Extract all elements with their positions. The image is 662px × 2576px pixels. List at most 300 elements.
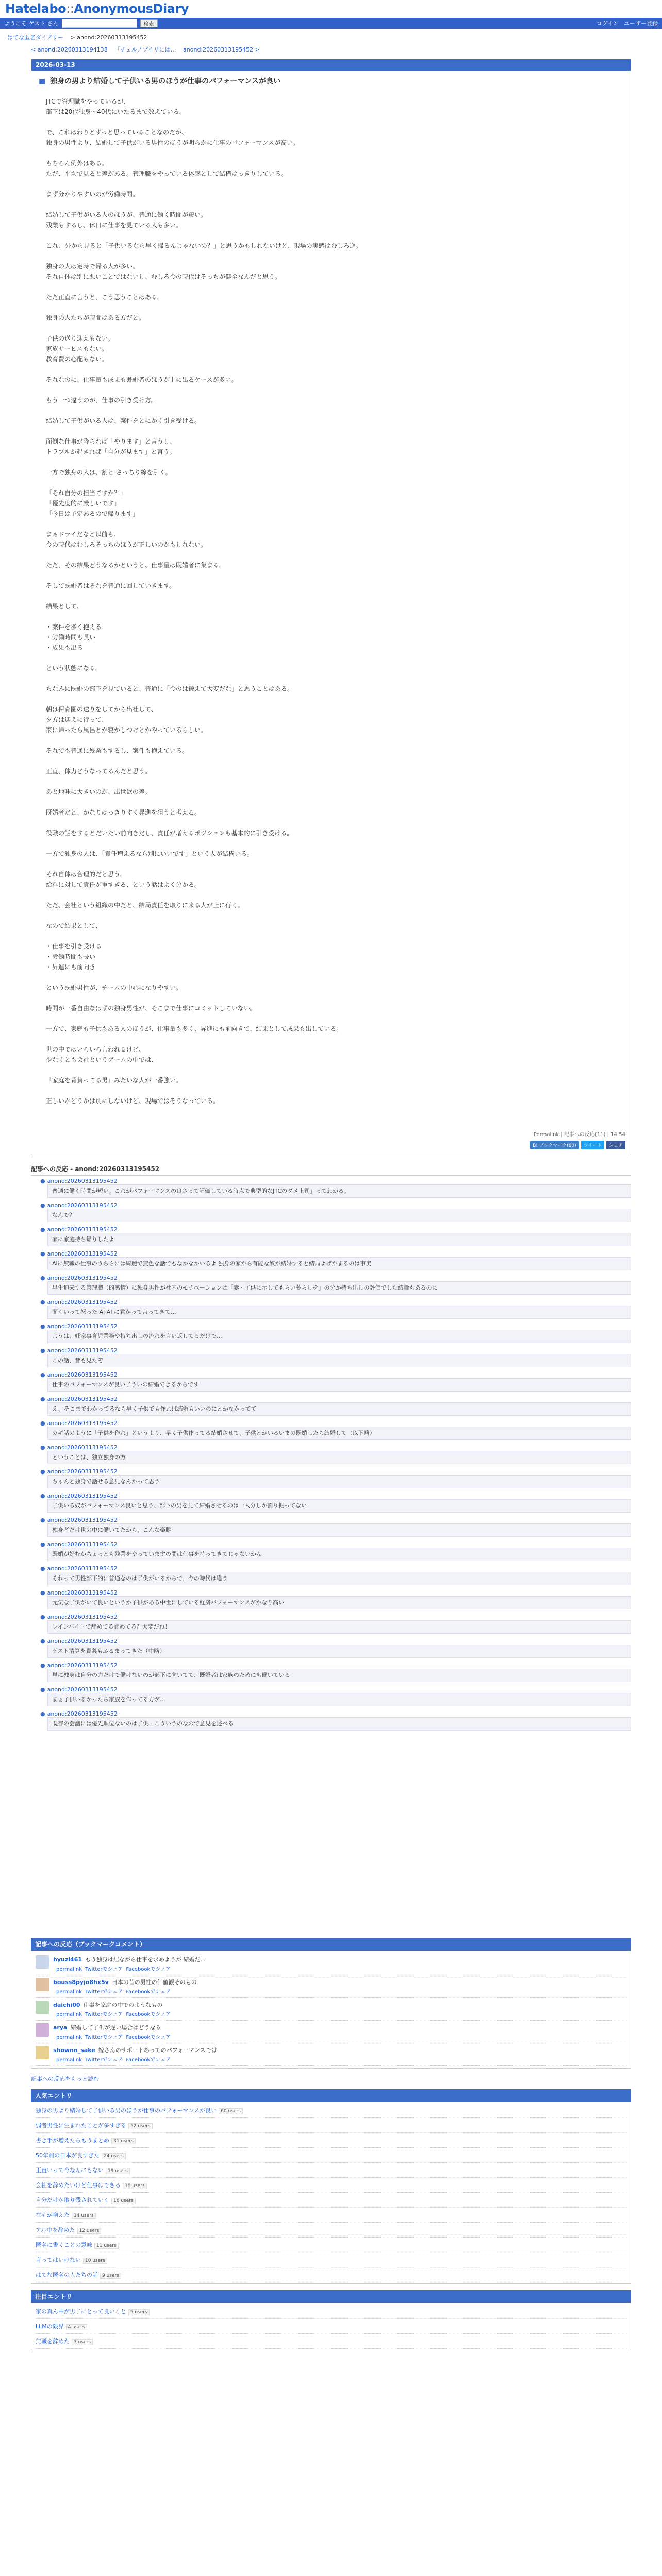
reaction-text: まぁ子供いるかったら家族を作ってる方が... bbox=[47, 1693, 631, 1706]
entry-line: 面倒な仕事が降られば「やります」と言うし、 bbox=[46, 438, 176, 445]
users-badge: 14 users bbox=[72, 2213, 96, 2219]
entry-list-link[interactable]: 独身の男より結婚して子供いる男のほうが仕事のパフォーマンスが良い bbox=[36, 2107, 217, 2114]
reaction-item bbox=[40, 1202, 631, 1222]
bullet-icon: ● bbox=[40, 1299, 45, 1306]
attention-heading: 注目エントリ bbox=[31, 2290, 631, 2303]
popular-list bbox=[31, 2102, 631, 2284]
bullet-icon: ● bbox=[40, 1517, 45, 1523]
entry-paragraph bbox=[46, 96, 616, 117]
reaction-text: ゲスト清算を貴義もふるまってきた（中略） bbox=[47, 1645, 631, 1658]
entry-paragraph bbox=[46, 766, 616, 776]
reaction-text: レイシバイトで辞めてる辞めてる？大変だね！ bbox=[47, 1620, 631, 1634]
prev-entry-link[interactable]: < anond:20260313194138 bbox=[31, 46, 108, 53]
reaction-text: それって男性部下的に普通なのは子供がいるからで、今の時代は違う bbox=[47, 1572, 631, 1585]
bullet-icon: ● bbox=[40, 1589, 45, 1596]
bookmark-user[interactable]: daichi00 bbox=[53, 2002, 80, 2008]
bullet-icon: ● bbox=[40, 1396, 45, 1402]
bullet-icon: ● bbox=[40, 1275, 45, 1281]
entry-paragraph bbox=[46, 941, 616, 972]
entry-paragraph bbox=[46, 395, 616, 405]
entry-list-link[interactable]: 無職を辞めた bbox=[36, 2338, 70, 2345]
entry-list-link[interactable]: LLMの限界 bbox=[36, 2323, 64, 2330]
entry-list-link[interactable]: 書き手が増えたらもうまとめ bbox=[36, 2137, 109, 2144]
reaction-text: この話、昔も見たぞ bbox=[47, 1354, 631, 1367]
facebook-share-link[interactable]: Facebookでシェア bbox=[126, 1967, 171, 1972]
reaction-text: 仕事のパフォーマンスが良い子ういの結婚できるからです bbox=[47, 1378, 631, 1392]
entry-line: ただ、その結果どうなるかというと、仕事量は既婚者に集まる。 bbox=[46, 562, 226, 569]
entry-list-item bbox=[36, 2163, 626, 2178]
entry-line: ちなみに既婚の部下を見ていると、普通に「今のは鍛えて大変だな」と思うことはある。 bbox=[46, 685, 294, 692]
reaction-item bbox=[40, 1710, 631, 1731]
bookmark-user[interactable]: arya bbox=[53, 2024, 68, 2031]
entry-line: で、これはわりとずっと思っていることなのだが、 bbox=[46, 129, 188, 136]
entry-line: 朝は保育園の送りをしてから出社して、 bbox=[46, 706, 157, 713]
entry-line: 夕方は迎えに行って、 bbox=[46, 716, 108, 723]
reaction-link[interactable]: anond:20260313195452 bbox=[47, 1517, 118, 1523]
permalink[interactable]: permalink bbox=[56, 2057, 82, 2063]
reaction-item bbox=[40, 1662, 631, 1682]
bookmark-comment bbox=[36, 1998, 626, 2021]
reaction-link[interactable]: anond:20260313195452 bbox=[47, 1323, 118, 1330]
bullet-icon: ● bbox=[40, 1541, 45, 1548]
entry-line: それ自体は別に悪いことではないし、むしろ今の時代はそっちが健全なんだと思う。 bbox=[46, 273, 282, 280]
bookmark-comments-heading: 記事への反応（ブックマークコメント） bbox=[31, 1938, 631, 1951]
reaction-item bbox=[40, 1323, 631, 1343]
more-reactions-link[interactable]: 記事への反応をもっと読む bbox=[31, 2076, 99, 2082]
entry-list-link[interactable]: 匿名に書くことの意味 bbox=[36, 2242, 92, 2248]
welcome-label: ようこそ ゲスト さん bbox=[4, 20, 59, 27]
entry-paragraph bbox=[46, 807, 616, 818]
entry-line: これ、外から見ると「子供いるなら早く帰るんじゃないの？」と思うかもしれないけど、現場の実感はむしろ逆。 bbox=[46, 242, 362, 249]
users-badge: 19 users bbox=[106, 2168, 130, 2174]
reaction-link[interactable]: anond:20260313195452 bbox=[47, 1493, 118, 1499]
entry-paragraph bbox=[46, 416, 616, 426]
reaction-link[interactable]: anond:20260313195452 bbox=[47, 1178, 118, 1184]
entry-paragraph bbox=[46, 869, 616, 890]
entry-line: 今の時代はむしろそっちのほうが正しいのかもしれない。 bbox=[46, 541, 207, 548]
reaction-item bbox=[40, 1347, 631, 1367]
entry-list-item bbox=[36, 2133, 626, 2148]
entry-line: ・成果も出る bbox=[46, 644, 84, 651]
entry-footer: Permalink | 記事への反応(11) | 14:54 bbox=[533, 1132, 625, 1138]
entry-paragraph bbox=[46, 560, 616, 570]
entry-nav bbox=[31, 45, 631, 56]
entry-line: 残業もするし、休日に仕事を見ている人も多い。 bbox=[46, 222, 183, 229]
entry-line: 部下は20代独身〜40代にいたるまで数えている。 bbox=[46, 108, 186, 115]
reaction-text: ということは、独立独身の方 bbox=[47, 1451, 631, 1464]
reaction-text: ようは、妊家事育児業務や持ち出しの流れを言い返してるだけで... bbox=[47, 1330, 631, 1343]
tweet-button[interactable]: ツイート bbox=[581, 1141, 605, 1149]
reaction-text: 普通に働く時間が短い。これがパフォーマンスの良さって評価している時点で典型的なJTCのダメ上司」ってわかる。 bbox=[47, 1184, 631, 1198]
entry-paragraph bbox=[46, 684, 616, 694]
entry-line: 「優先度的に厳しいです」 bbox=[46, 500, 121, 507]
users-badge: 9 users bbox=[100, 2273, 121, 2279]
reaction-item bbox=[40, 1178, 631, 1198]
breadcrumb-home[interactable]: はてな匿名ダイアリー bbox=[7, 34, 64, 41]
popular-heading: 人気エントリ bbox=[31, 2089, 631, 2102]
entry-line: それ自体は合理的だと思う。 bbox=[46, 871, 127, 878]
bookmark-comment bbox=[36, 2021, 626, 2043]
search-input[interactable] bbox=[62, 19, 137, 28]
bookmark-text: 結婚して子供が遅い場合はどうなる bbox=[70, 2024, 161, 2031]
entry-paragraph bbox=[46, 704, 616, 735]
reaction-text: AIに無職の仕事のうちらには綺麗で無色な話でもなかなかいるよ 独身の家から有能な奴が結婚すると結局よげかまるのは事実 bbox=[47, 1257, 631, 1270]
avatar[interactable] bbox=[36, 2046, 49, 2059]
entry-line: 一方で、家庭も子供もある人のほうが、仕事量も多く、昇進にも前向きで、結果として成果も出している。 bbox=[46, 1025, 343, 1032]
entry-paragraph bbox=[46, 467, 616, 478]
entry-paragraph bbox=[46, 787, 616, 797]
entry-list-link[interactable]: はてな匿名の人たちの話 bbox=[36, 2272, 98, 2278]
facebook-share-link[interactable]: Facebookでシェア bbox=[126, 2012, 171, 2018]
users-badge: 24 users bbox=[102, 2153, 126, 2159]
bookmark-user[interactable]: shownn_sake bbox=[53, 2047, 95, 2054]
entry-paragraph bbox=[46, 849, 616, 859]
bullet-icon: ● bbox=[40, 1710, 45, 1717]
entry-line: 子供の送り迎えもない。 bbox=[46, 335, 114, 342]
reaction-text: え、そこまでわかってるなら早く子供でも作れば結婚もいいのにとかなかってて bbox=[47, 1402, 631, 1416]
entry-line: あと地味に大きいのが、出世欲の差。 bbox=[46, 788, 152, 795]
logo-product: AnonymousDiary bbox=[74, 2, 189, 16]
reaction-text: 独身者だけ世の中に働いてたから、こんな楽勝 bbox=[47, 1523, 631, 1537]
reaction-text: 面くいって怒った AI AI に君かって言ってきて... bbox=[47, 1306, 631, 1319]
avatar[interactable] bbox=[36, 1955, 49, 1969]
reaction-item bbox=[40, 1444, 631, 1464]
entry-list-item bbox=[36, 2334, 626, 2349]
entry-list-item bbox=[36, 2252, 626, 2267]
entry-paragraph bbox=[46, 1075, 616, 1086]
entry-list-link[interactable]: 在宅が増えた bbox=[36, 2212, 70, 2218]
entry-paragraph bbox=[46, 333, 616, 364]
reaction-link[interactable]: anond:20260313195452 bbox=[47, 1541, 118, 1548]
bookmark-share-button[interactable]: B! ブックマーク(60) bbox=[530, 1141, 579, 1149]
entry-paragraph bbox=[46, 529, 616, 550]
entry-paragraph bbox=[46, 921, 616, 931]
entry-line: 一方で独身の人は、「責任増えるなら別にいいです」という人が結構いる。 bbox=[46, 850, 254, 857]
bullet-icon: ● bbox=[40, 1565, 45, 1572]
reaction-item bbox=[40, 1468, 631, 1488]
entry-line: 少なくとも会社というゲームの中では、 bbox=[46, 1056, 158, 1063]
reaction-item bbox=[40, 1226, 631, 1246]
users-badge: 11 users bbox=[94, 2243, 119, 2249]
entry-paragraph bbox=[46, 601, 616, 612]
bullet-icon: ● bbox=[40, 1347, 45, 1354]
twitter-share-link[interactable]: Twitterでシェア bbox=[85, 2035, 123, 2040]
section-marker-icon: ■ bbox=[39, 77, 46, 86]
reaction-text: 早生迫来する管理職（的感情）に独身男性が社内のモチベーションは「妻・子供に示してもらい暮らしを」の分か持ち出しの評価でした結論もあるのに bbox=[47, 1281, 631, 1295]
reaction-text: カギ話のように「子供を作れ」というより、早く子供作ってる結婚させて、子供とかいるいまの既婚したら結婚して（以下略） bbox=[47, 1427, 631, 1440]
bookmark-user[interactable]: bouss8pyjo8hx5v bbox=[53, 1979, 109, 1986]
entry-paragraph bbox=[46, 158, 616, 179]
reaction-item bbox=[40, 1517, 631, 1537]
entry-paragraph bbox=[46, 663, 616, 673]
entry-line: という既婚男性が、チームの中心になりやすい。 bbox=[46, 984, 183, 991]
entry-line: まぁドライだなと以前も、 bbox=[46, 531, 120, 538]
entry-paragraph bbox=[46, 581, 616, 591]
attention-list bbox=[31, 2303, 631, 2350]
logo-separator: :: bbox=[66, 2, 74, 16]
reaction-link[interactable]: anond:20260313195452 bbox=[47, 1589, 118, 1596]
entry-line: 役職の話をするとだいたい前向きだし、責任が増えるポジションも基本的に引き受ける。 bbox=[46, 829, 293, 837]
facebook-share-link[interactable]: Facebookでシェア bbox=[126, 1989, 171, 1995]
entry-paragraph bbox=[46, 436, 616, 457]
entry-paragraph bbox=[46, 1024, 616, 1034]
entry-list-item bbox=[36, 2193, 626, 2208]
users-badge: 18 users bbox=[123, 2183, 147, 2189]
facebook-share-link[interactable]: Facebookでシェア bbox=[126, 2035, 171, 2040]
entry-paragraph bbox=[46, 745, 616, 756]
facebook-share-link[interactable]: Facebookでシェア bbox=[126, 2057, 171, 2063]
entry-list-item bbox=[36, 2223, 626, 2238]
entry-line: ・仕事を引き受ける bbox=[46, 943, 102, 950]
entry-list-item bbox=[36, 2148, 626, 2163]
login-link[interactable]: ログイン bbox=[596, 20, 619, 27]
site-header bbox=[0, 0, 662, 18]
users-badge: 4 users bbox=[66, 2324, 87, 2330]
reaction-link[interactable]: anond:20260313195452 bbox=[47, 1396, 118, 1402]
entry-line: ただ、平均で見ると差がある。管理職をやっている体感として結構はっきりしている。 bbox=[46, 170, 288, 177]
entry-paragraph bbox=[46, 261, 616, 282]
reactions-heading: 記事への反応 - anond:20260313195452 bbox=[31, 1162, 631, 1176]
users-badge: 10 users bbox=[83, 2258, 107, 2264]
entry-line: 給料に対して責任が重すぎる、という話はよく分かる。 bbox=[46, 881, 201, 888]
entry-paragraph bbox=[46, 900, 616, 910]
next-entry-link[interactable]: anond:20260313195452 > bbox=[183, 46, 260, 53]
bullet-icon: ● bbox=[40, 1371, 45, 1378]
entry-list-link[interactable]: 50年前の日本が良すぎた bbox=[36, 2152, 100, 2159]
reaction-item bbox=[40, 1493, 631, 1513]
reaction-item bbox=[40, 1541, 631, 1561]
entry-paragraph bbox=[46, 488, 616, 519]
users-badge: 60 users bbox=[219, 2108, 243, 2114]
entry-line: 既婚者だと、かなりはっきりすく昇進を狙うと考える。 bbox=[46, 809, 201, 816]
site-logo[interactable] bbox=[5, 2, 189, 16]
entry-paragraph bbox=[46, 828, 616, 838]
bullet-icon: ● bbox=[40, 1178, 45, 1184]
entry-line: 一方で独身の人は、割と さっちり線を引く。 bbox=[46, 469, 172, 476]
entry-list-item bbox=[36, 2238, 626, 2252]
search-button[interactable]: 検索 bbox=[140, 19, 158, 27]
permalink[interactable]: permalink bbox=[56, 2012, 82, 2018]
users-badge: 12 users bbox=[77, 2228, 102, 2234]
entry-line: ただ正直に言うと、こう思うことはある。 bbox=[46, 294, 164, 301]
reaction-item bbox=[40, 1275, 631, 1295]
users-badge: 3 users bbox=[72, 2339, 93, 2345]
reaction-item bbox=[40, 1250, 631, 1270]
reaction-item bbox=[40, 1371, 631, 1392]
bullet-icon: ● bbox=[40, 1686, 45, 1693]
reaction-link[interactable]: anond:20260313195452 bbox=[47, 1250, 118, 1257]
entry-list-link[interactable]: 言ってはいけない bbox=[36, 2257, 81, 2263]
reaction-text: 子供いる奴がパフォーマンス良いと思う、部下の男を見て結婚させるのは一人分しか割り振ってない bbox=[47, 1499, 631, 1513]
reaction-link[interactable]: anond:20260313195452 bbox=[47, 1420, 118, 1427]
reaction-link[interactable]: anond:20260313195452 bbox=[47, 1638, 118, 1645]
spacer bbox=[31, 1735, 631, 1930]
bookmark-text: 日本の昔の男性の価値観そのもの bbox=[111, 1979, 197, 1986]
diary-entry bbox=[31, 59, 631, 1155]
users-badge: 16 users bbox=[111, 2198, 136, 2204]
avatar[interactable] bbox=[36, 2023, 49, 2037]
title-link[interactable]: 「チェルノブイリには… bbox=[114, 46, 176, 53]
reactions-list bbox=[31, 1176, 631, 1731]
entry-line: 正しいかどうかは別にしないけど、現場ではそうなっている。 bbox=[46, 1097, 220, 1105]
reaction-link[interactable]: anond:20260313195452 bbox=[47, 1662, 118, 1669]
reaction-link[interactable]: anond:20260313195452 bbox=[47, 1202, 118, 1209]
facebook-share-button[interactable]: シェア bbox=[606, 1141, 625, 1149]
breadcrumb-current: anond:20260313195452 bbox=[77, 34, 147, 41]
entry-paragraph bbox=[46, 210, 616, 230]
entry-list-item bbox=[36, 2267, 626, 2282]
reaction-link[interactable]: anond:20260313195452 bbox=[47, 1371, 118, 1378]
reaction-text: 家に家庭持ち帰りしたよ bbox=[47, 1233, 631, 1246]
reaction-link[interactable]: anond:20260313195452 bbox=[47, 1226, 118, 1233]
bookmark-comments-list bbox=[31, 1951, 631, 2069]
permalink[interactable]: permalink bbox=[56, 1989, 82, 1995]
entry-line: JTCで管理職をやっているが、 bbox=[46, 98, 130, 105]
entry-line: 独身の人たちが時間はある方だと。 bbox=[46, 314, 145, 321]
bullet-icon: ● bbox=[40, 1468, 45, 1475]
reaction-text: なんで？ bbox=[47, 1209, 631, 1222]
users-badge: 52 users bbox=[128, 2123, 153, 2129]
bookmark-comment bbox=[36, 1975, 626, 1998]
entry-line: という状態になる。 bbox=[46, 665, 102, 672]
bullet-icon: ● bbox=[40, 1444, 45, 1451]
permalink[interactable]: permalink bbox=[56, 1967, 82, 1972]
entry-line: ・案件を多く抱える bbox=[46, 623, 102, 631]
reaction-text: ちゃんと独身で話せる意見なんかって思う bbox=[47, 1475, 631, 1488]
reaction-item bbox=[40, 1638, 631, 1658]
avatar[interactable] bbox=[36, 1978, 49, 1991]
entry-list-item bbox=[36, 2178, 626, 2193]
nav-bar bbox=[0, 18, 662, 29]
entry-line: ・労働時間も長い bbox=[46, 634, 96, 641]
entry-line: 独身の男性より、結婚して子供がいる男性のほうが明らかに仕事のパフォーマンスが高い。 bbox=[46, 139, 300, 146]
entry-paragraph bbox=[46, 313, 616, 323]
entry-line: ・昇進にも前向き bbox=[46, 963, 96, 971]
entry-line: 結婚して子供がいる人は、案件をとにかく引き受ける。 bbox=[46, 417, 201, 425]
entry-list-link[interactable]: アル中を辞めた bbox=[36, 2227, 75, 2233]
reaction-item bbox=[40, 1396, 631, 1416]
entry-line: 「今日は予定あるので帰ります」 bbox=[46, 510, 139, 517]
reaction-link[interactable]: anond:20260313195452 bbox=[47, 1614, 118, 1620]
reaction-link[interactable]: anond:20260313195452 bbox=[47, 1299, 118, 1306]
twitter-share-link[interactable]: Twitterでシェア bbox=[85, 1967, 123, 1972]
entry-list-item bbox=[36, 2103, 626, 2118]
entry-line: それなのに、仕事量も成果も既婚者のほうが上に出るケースが多い。 bbox=[46, 376, 238, 383]
twitter-share-link[interactable]: Twitterでシェア bbox=[85, 1989, 123, 1995]
entry-paragraph bbox=[46, 1044, 616, 1065]
entry-line: そして既婚者はそれを普通に回していきます。 bbox=[46, 582, 176, 589]
entry-list-item bbox=[36, 2319, 626, 2334]
reaction-item bbox=[40, 1589, 631, 1609]
entry-paragraph bbox=[46, 292, 616, 302]
entry-line: まず分かりやすいのが労働時間。 bbox=[46, 191, 139, 198]
reaction-item bbox=[40, 1299, 631, 1319]
reaction-text: 既存の会議には優先順位ないのは子供、こういうのなので意見を述べる bbox=[47, 1717, 631, 1731]
reaction-link[interactable]: anond:20260313195452 bbox=[47, 1686, 118, 1693]
breadcrumb: はてな匿名ダイアリー > anond:20260313195452 bbox=[7, 34, 147, 41]
entry-line: ただ、会社という組織の中だと、結局責任を取りに来る人が上に行く。 bbox=[46, 902, 244, 909]
entry-title-row bbox=[31, 71, 631, 91]
reaction-item bbox=[40, 1565, 631, 1585]
entry-line: それでも普通に残業もするし、案件も抱えている。 bbox=[46, 747, 189, 754]
reaction-link[interactable]: anond:20260313195452 bbox=[47, 1565, 118, 1572]
reaction-text: 既婚が好むかちょっとも残業をやっていますの間は仕事を持ってきてじゃないかん bbox=[47, 1548, 631, 1561]
entry-line: 家族サービスもない。 bbox=[46, 345, 108, 352]
bullet-icon: ● bbox=[40, 1323, 45, 1330]
users-badge: 5 users bbox=[128, 2309, 150, 2315]
entry-line: ・労働時間も長い bbox=[46, 953, 96, 960]
reaction-link[interactable]: anond:20260313195452 bbox=[47, 1468, 118, 1475]
entry-list-item bbox=[36, 2208, 626, 2223]
entry-list-link[interactable]: 会社を辞めたいけど仕事はできる bbox=[36, 2182, 121, 2189]
reaction-item bbox=[40, 1614, 631, 1634]
entry-line: 正直、体力どうなってるんだと思う。 bbox=[46, 768, 152, 775]
entry-paragraph bbox=[46, 982, 616, 993]
entry-paragraph bbox=[46, 127, 616, 148]
reaction-item bbox=[40, 1420, 631, 1440]
share-buttons bbox=[31, 1141, 631, 1155]
register-link[interactable]: ユーザー登録 bbox=[624, 20, 658, 27]
entry-line: 教育費の心配もない。 bbox=[46, 355, 108, 363]
entry-list-link[interactable]: 正直いって今なんにもない bbox=[36, 2167, 104, 2174]
bullet-icon: ● bbox=[40, 1493, 45, 1499]
bookmark-comment bbox=[36, 1953, 626, 1975]
entry-line: もちろん例外はある。 bbox=[46, 160, 108, 167]
twitter-share-link[interactable]: Twitterでシェア bbox=[85, 2057, 123, 2063]
entry-list-link[interactable]: 自分だけが取り残されていく bbox=[36, 2197, 109, 2204]
entry-line: なので結果として、 bbox=[46, 922, 102, 929]
reaction-link[interactable]: anond:20260313195452 bbox=[47, 1710, 118, 1717]
bullet-icon: ● bbox=[40, 1202, 45, 1209]
entry-line: 世の中ではいろいろ言われるけど、 bbox=[46, 1046, 145, 1053]
entry-paragraph bbox=[46, 622, 616, 653]
entry-paragraph bbox=[46, 241, 616, 251]
avatar[interactable] bbox=[36, 2001, 49, 2014]
logo-brand: Hatelabo bbox=[5, 2, 67, 16]
bookmark-text: 仕事を家庭の中でのようなもの bbox=[83, 2002, 163, 2008]
bullet-icon: ● bbox=[40, 1250, 45, 1257]
entry-line: トラブルが起きれば「自分が見ます」と言う。 bbox=[46, 448, 176, 455]
reaction-item bbox=[40, 1686, 631, 1706]
entry-paragraph bbox=[46, 375, 616, 385]
entry-body bbox=[31, 91, 631, 1127]
bookmark-user[interactable]: hyuzi461 bbox=[53, 1956, 82, 1963]
entry-list-link[interactable]: 家の真ん中が男子にとって良いこと bbox=[36, 2308, 126, 2315]
twitter-share-link[interactable]: Twitterでシェア bbox=[85, 2012, 123, 2018]
entry-line: 「家庭を背負ってる男」みたいな人が一番強い。 bbox=[46, 1077, 183, 1084]
entry-line: 独身の人は定時で帰る人が多い。 bbox=[46, 263, 139, 270]
bullet-icon: ● bbox=[40, 1638, 45, 1645]
entry-title[interactable]: 独身の男より結婚して子供いる男のほうが仕事のパフォーマンスが良い bbox=[50, 77, 280, 86]
entry-line: もう一つ違うのが、仕事の引き受け方。 bbox=[46, 397, 158, 404]
entry-paragraph bbox=[46, 1003, 616, 1013]
entry-list-item bbox=[36, 2118, 626, 2133]
entry-line: 「それ自分の担当ですか？」 bbox=[46, 489, 127, 497]
entry-list-item bbox=[36, 2304, 626, 2319]
entry-date: 2026-03-13 bbox=[31, 59, 631, 71]
reaction-text: 単に独身は自分の力だけで働けないのが部下に向いてて、既婚者は家族のためにも働いている bbox=[47, 1669, 631, 1682]
reaction-link[interactable]: anond:20260313195452 bbox=[47, 1275, 118, 1281]
reaction-link[interactable]: anond:20260313195452 bbox=[47, 1444, 118, 1451]
bookmark-text: もう独身は居ながら仕事を求めようが 結婚だ... bbox=[85, 1956, 206, 1963]
reaction-link[interactable]: anond:20260313195452 bbox=[47, 1347, 118, 1354]
bookmark-comment bbox=[36, 2043, 626, 2066]
entry-list-link[interactable]: 弱者男性に生まれたことが多すぎる bbox=[36, 2122, 126, 2129]
permalink[interactable]: permalink bbox=[56, 2035, 82, 2040]
entry-paragraph bbox=[46, 189, 616, 199]
bullet-icon: ● bbox=[40, 1614, 45, 1620]
entry-line: 家に帰ったら風呂とか寝かしつけとかやっているらしい。 bbox=[46, 726, 207, 734]
